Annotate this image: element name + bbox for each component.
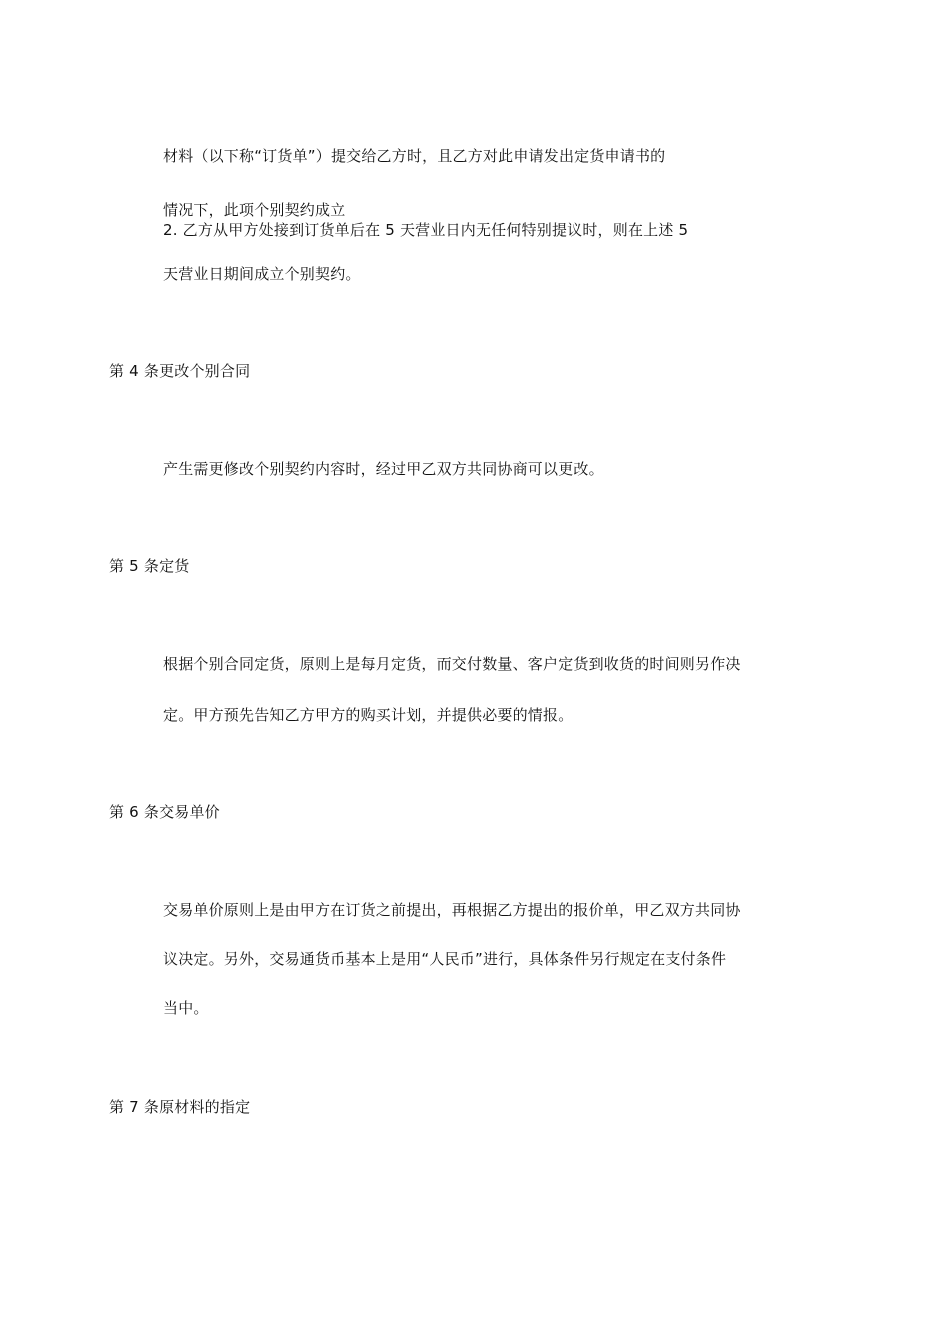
section6-heading: 第 6 条交易单价 [109, 803, 220, 821]
section3-item2-line: 天营业日期间成立个别契约。 [163, 265, 361, 283]
section4-heading: 第 4 条更改个别合同 [109, 362, 251, 380]
section7-heading: 第 7 条原材料的指定 [109, 1098, 251, 1116]
section4-paragraph-line: 产生需更修改个别契约内容时，经过甲乙双方共同协商可以更改。 [163, 460, 604, 478]
section6-paragraph-line: 议决定。另外，交易通货币基本上是用“人民币”进行，具体条件另行规定在支付条件 [163, 950, 727, 968]
section3-item2-line: 2. 乙方从甲方处接到订货单后在 5 天营业日内无任何特别提议时，则在上述 5 [163, 221, 689, 239]
section3-paragraph-line: 情况下，此项个别契约成立 [163, 201, 346, 219]
section6-paragraph-line: 当中。 [163, 999, 209, 1017]
section3-paragraph-line: 材料（以下称“订货单”）提交给乙方时，且乙方对此申请发出定货申请书的 [163, 147, 666, 165]
section5-paragraph-line: 定。甲方预先告知乙方甲方的购买计划，并提供必要的情报。 [163, 706, 574, 724]
section5-paragraph-line: 根据个别合同定货，原则上是每月定货，而交付数量、客户定货到收货的时间则另作决 [163, 655, 741, 673]
section5-heading: 第 5 条定货 [109, 557, 190, 575]
section6-paragraph-line: 交易单价原则上是由甲方在订货之前提出，再根据乙方提出的报价单，甲乙双方共同协 [163, 901, 741, 919]
